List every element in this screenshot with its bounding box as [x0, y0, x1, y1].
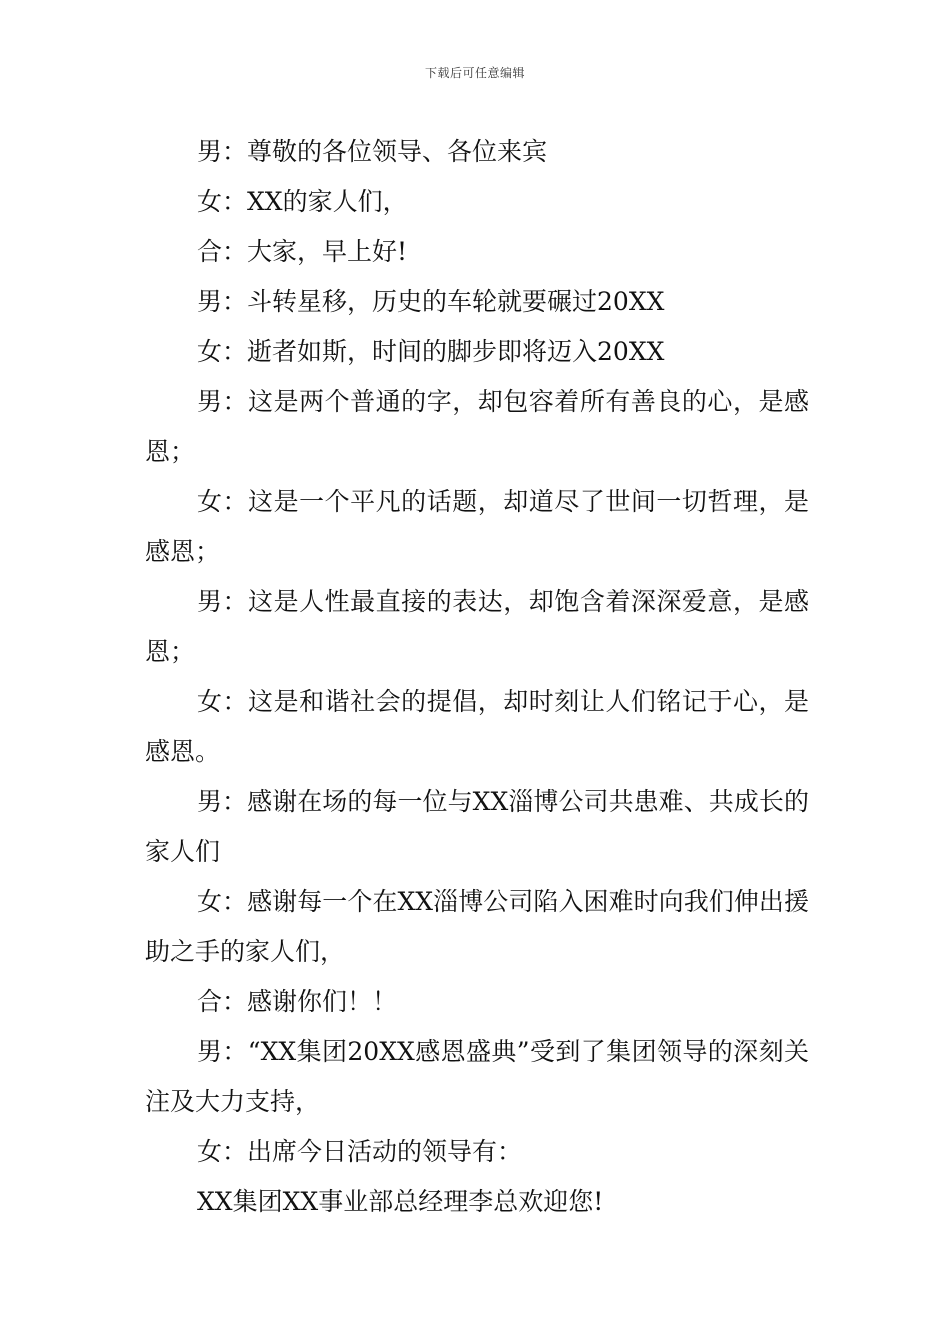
- paragraph: 女：出席今日活动的领导有：: [197, 1137, 523, 1166]
- paragraph: 女：这是和谐社会的提倡，却时刻让人们铭记于心，是感恩。: [145, 687, 809, 766]
- paragraph: 男：斗转星移，历史的车轮就要碾过20XX: [197, 287, 665, 316]
- paragraph: 女：XX的家人们，: [197, 187, 408, 216]
- paragraph: 女：感谢每一个在XX淄博公司陷入困难时向我们伸出援助之手的家人们，: [145, 887, 809, 966]
- paragraph: 男：“XX集团20XX感恩盛典”受到了集团领导的深刻关注及大力支持，: [145, 1037, 809, 1116]
- paragraph: 男：这是两个普通的字，却包容着所有善良的心，是感恩；: [145, 387, 809, 466]
- paragraph: 男：这是人性最直接的表达，却饱含着深深爱意，是感恩；: [145, 587, 809, 666]
- paragraph: 女：逝者如斯，时间的脚步即将迈入20XX: [197, 337, 665, 366]
- paragraph: 男：尊敬的各位领导、各位来宾: [197, 137, 548, 166]
- paragraph: XX集团XX事业部总经理李总欢迎您!: [197, 1187, 604, 1216]
- header-note: 下载后可任意编辑: [424, 66, 525, 80]
- paragraph: 合：感谢你们！！: [197, 987, 398, 1016]
- paragraph: 男：感谢在场的每一位与XX淄博公司共患难、共成长的家人们: [145, 787, 809, 866]
- document-body: [145, 127, 809, 1227]
- paragraph: 女：这是一个平凡的话题，却道尽了世间一切哲理，是感恩；: [145, 487, 809, 566]
- paragraph: 合：大家，早上好!: [197, 237, 408, 266]
